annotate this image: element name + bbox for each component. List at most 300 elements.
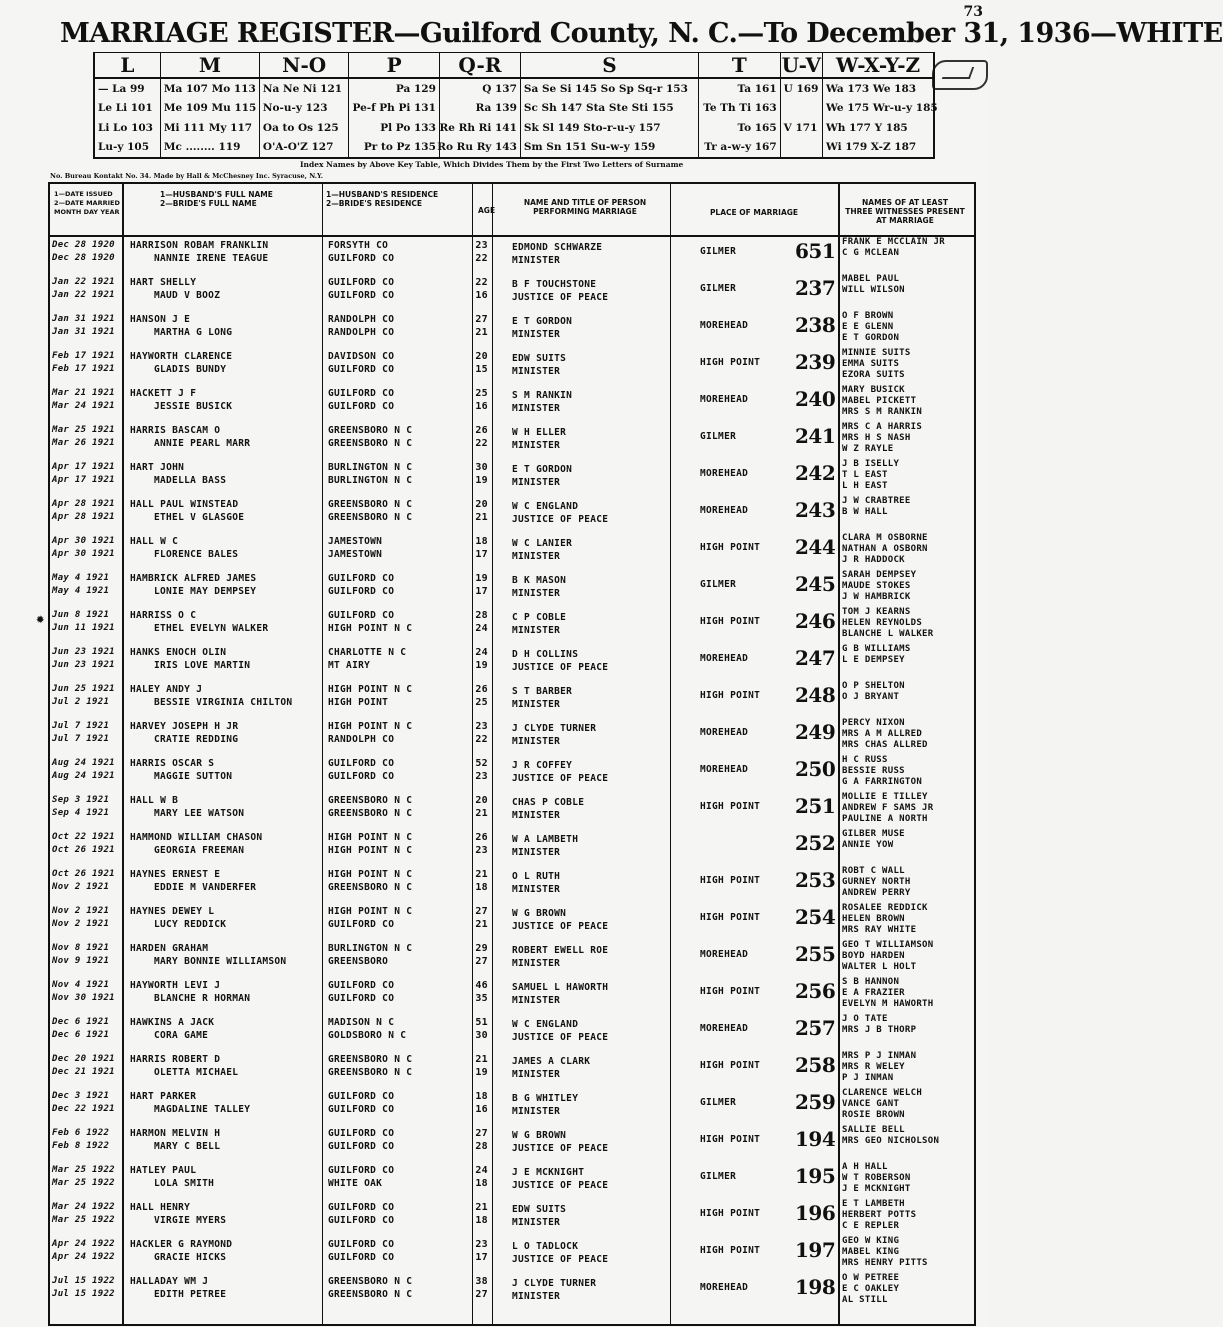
place-of-marriage: GILMER	[700, 579, 737, 590]
husband-name: HARRIS BASCAM O	[130, 425, 221, 436]
husband-name: HART JOHN	[130, 462, 185, 473]
index-letter: U-V	[781, 53, 822, 77]
bride-residence: GREENSBORO N C	[328, 512, 413, 523]
witness-name: PERCY NIXON	[842, 718, 905, 728]
index-cell: Wa 173 We 183	[825, 82, 917, 95]
license-number: 246	[795, 609, 836, 633]
officiant-name: EDW SUITS	[512, 353, 567, 364]
witness-name: G B WILLIAMS	[842, 644, 911, 654]
date-married: Apr 28 1921	[52, 512, 115, 522]
bride-residence: GREENSBORO N C	[328, 1067, 413, 1078]
witness-name: MABEL PAUL	[842, 274, 900, 284]
place-of-marriage: GILMER	[700, 283, 737, 294]
officiant-title: MINISTER	[512, 884, 561, 895]
date-issued: Feb 17 1921	[52, 351, 115, 361]
index-cell: U 169	[783, 82, 819, 95]
index-column	[699, 53, 781, 157]
husband-name: HATLEY PAUL	[130, 1165, 197, 1176]
witness-name: O W PETREE	[842, 1273, 900, 1283]
witness-name: MINNIE SUITS	[842, 348, 911, 358]
officiant-name: SAMUEL L HAWORTH	[512, 982, 609, 993]
date-issued: Jun 8 1921	[52, 610, 110, 620]
bride-age: 17	[475, 586, 488, 597]
register-entry	[50, 754, 974, 791]
husband-name: HART PARKER	[130, 1091, 197, 1102]
husband-residence: GUILFORD CO	[328, 1239, 395, 1250]
date-issued: Feb 6 1922	[52, 1128, 110, 1138]
bride-residence: GUILFORD CO	[328, 401, 395, 412]
bride-name: ANNIE PEARL MARR	[154, 438, 251, 449]
husband-residence: GREENSBORO N C	[328, 499, 413, 510]
date-married: Mar 24 1921	[52, 401, 115, 411]
husband-residence: GUILFORD CO	[328, 573, 395, 584]
header-residence: 1—HUSBAND'S RESIDENCE 2—BRIDE'S RESIDENCE	[326, 190, 439, 208]
register-entry	[50, 458, 974, 495]
officiant-title: MINISTER	[512, 477, 561, 488]
bride-name: CRATIE REDDING	[154, 734, 239, 745]
husband-age: 19	[475, 573, 488, 584]
bride-age: 16	[475, 290, 488, 301]
witness-name: GILBER MUSE	[842, 829, 905, 839]
license-number: 248	[795, 683, 836, 707]
officiant-title: MINISTER	[512, 847, 561, 858]
husband-residence: GUILFORD CO	[328, 980, 395, 991]
witness-name: E E GLENN	[842, 322, 894, 332]
bride-name: LUCY REDDICK	[154, 919, 227, 930]
husband-name: HALL W C	[130, 536, 179, 547]
date-married: Nov 2 1921	[52, 919, 110, 929]
officiant-name: B F TOUCHSTONE	[512, 279, 597, 290]
index-cell: Lu-y 105	[98, 141, 150, 154]
officiant-title: MINISTER	[512, 366, 561, 377]
register-entry	[50, 347, 974, 384]
bride-age: 15	[475, 364, 488, 375]
husband-age: 29	[475, 943, 488, 954]
husband-name: HAWKINS A JACK	[130, 1017, 215, 1028]
bride-name: LOLA SMITH	[154, 1178, 215, 1189]
officiant-name: L O TADLOCK	[512, 1241, 579, 1252]
register-table	[36, 182, 976, 1326]
officiant-name: D H COLLINS	[512, 649, 579, 660]
officiant-name: J CLYDE TURNER	[512, 723, 597, 734]
date-married: Dec 21 1921	[52, 1067, 115, 1077]
bride-age: 25	[475, 697, 488, 708]
index-cell: Le Li 101	[98, 102, 153, 115]
register-entry	[36, 606, 974, 643]
bride-residence: GUILFORD CO	[328, 919, 395, 930]
officiant-title: MINISTER	[512, 440, 561, 451]
bride-name: VIRGIE MYERS	[154, 1215, 227, 1226]
date-married: Sep 4 1921	[52, 808, 110, 818]
bride-name: ETHEL V GLASGOE	[154, 512, 245, 523]
bride-residence: GUILFORD CO	[328, 290, 395, 301]
officiant-name: W C ENGLAND	[512, 1019, 579, 1030]
date-issued: May 4 1921	[52, 573, 110, 583]
register-entry	[50, 495, 974, 532]
husband-name: HAMMOND WILLIAM CHASON	[130, 832, 263, 843]
officiant-title: JUSTICE OF PEACE	[512, 1143, 609, 1154]
date-issued: Mar 24 1922	[52, 1202, 115, 1212]
index-column	[437, 53, 521, 157]
witness-name: MRS HENRY PITTS	[842, 1258, 928, 1268]
witness-name: E T GORDON	[842, 333, 900, 343]
officiant-name: B K MASON	[512, 575, 567, 586]
officiant-name: S T BARBER	[512, 686, 573, 697]
index-letter: S	[521, 53, 698, 79]
bride-age: 17	[475, 1252, 488, 1263]
header-witnesses: NAMES OF AT LEAST THREE WITNESSES PRESENT AT MARRIAGE	[845, 198, 965, 225]
date-married: Jul 15 1922	[52, 1289, 115, 1299]
bride-name: OLETTA MICHAEL	[154, 1067, 239, 1078]
date-married: Mar 25 1922	[52, 1215, 115, 1225]
index-cell: Oa to Os 125	[262, 121, 339, 134]
witness-name: H C RUSS	[842, 755, 888, 765]
bride-residence: GREENSBORO N C	[328, 808, 413, 819]
license-number: 240	[795, 387, 836, 411]
register-entry	[50, 902, 974, 939]
bride-age: 16	[475, 401, 488, 412]
husband-age: 20	[475, 499, 488, 510]
officiant-title: MINISTER	[512, 625, 561, 636]
witness-name: P J INMAN	[842, 1073, 894, 1083]
husband-name: HAYWORTH CLARENCE	[130, 351, 233, 362]
license-number: 194	[795, 1127, 836, 1151]
date-issued: Mar 25 1921	[52, 425, 115, 435]
license-number: 197	[795, 1238, 836, 1262]
witness-name: J R HADDOCK	[842, 555, 905, 565]
bride-name: CORA GAME	[154, 1030, 209, 1041]
bride-name: IRIS LOVE MARTIN	[154, 660, 251, 671]
bride-residence: WHITE OAK	[328, 1178, 383, 1189]
husband-residence: GUILFORD CO	[328, 277, 395, 288]
witness-name: WILL WILSON	[842, 285, 905, 295]
officiant-name: W H ELLER	[512, 427, 567, 438]
bride-residence: HIGH POINT	[328, 697, 389, 708]
officiant-title: MINISTER	[512, 699, 561, 710]
husband-residence: GREENSBORO N C	[328, 425, 413, 436]
place-of-marriage: MOREHEAD	[700, 653, 749, 664]
bride-name: NANNIE IRENE TEAGUE	[154, 253, 269, 264]
officiant-title: JUSTICE OF PEACE	[512, 662, 609, 673]
date-issued: Apr 30 1921	[52, 536, 115, 546]
register-entry	[50, 1272, 974, 1309]
witness-name: SARAH DEMPSEY	[842, 570, 917, 580]
officiant-name: W C LANIER	[512, 538, 573, 549]
officiant-name: CHAS P COBLE	[512, 797, 585, 808]
register-entry	[50, 569, 974, 606]
witness-name: WALTER L HOLT	[842, 962, 917, 972]
date-issued: Nov 4 1921	[52, 980, 110, 990]
husband-residence: GUILFORD CO	[328, 1202, 395, 1213]
husband-age: 24	[475, 647, 488, 658]
bride-age: 27	[475, 1289, 488, 1300]
husband-name: HAYNES ERNEST E	[130, 869, 221, 880]
date-married: Nov 2 1921	[52, 882, 110, 892]
witness-name: A H HALL	[842, 1162, 888, 1172]
husband-residence: GUILFORD CO	[328, 610, 395, 621]
bride-residence: GUILFORD CO	[328, 993, 395, 1004]
place-of-marriage: GILMER	[700, 1097, 737, 1108]
bride-age: 18	[475, 882, 488, 893]
husband-residence: GUILFORD CO	[328, 1091, 395, 1102]
register-entry	[50, 717, 974, 754]
witness-name: J E MCKNIGHT	[842, 1184, 911, 1194]
place-of-marriage: GILMER	[700, 431, 737, 442]
index-cell: Q 137	[482, 82, 517, 95]
date-issued: Jan 31 1921	[52, 314, 115, 324]
license-number: 258	[795, 1053, 836, 1077]
bride-age: 22	[475, 734, 488, 745]
witness-name: L E DEMPSEY	[842, 655, 905, 665]
bride-age: 19	[475, 1067, 488, 1078]
place-of-marriage: HIGH POINT	[700, 801, 761, 812]
license-number: 253	[795, 868, 836, 892]
date-married: May 4 1921	[52, 586, 110, 596]
place-of-marriage: MOREHEAD	[700, 468, 749, 479]
witness-name: MRS C A HARRIS	[842, 422, 923, 432]
officiant-name: J E MCKNIGHT	[512, 1167, 585, 1178]
index-letter: N-O	[260, 53, 349, 79]
index-cell: Sa Se Si 145 So Sp Sq-r 153	[523, 82, 688, 95]
date-married: Jan 31 1921	[52, 327, 115, 337]
index-column	[823, 53, 938, 157]
husband-name: HANSON J E	[130, 314, 191, 325]
bride-residence: GREENSBORO	[328, 956, 389, 967]
register-title: MARRIAGE REGISTER—Guilford County, N. C.—To December 31, 1936—WHITE	[60, 18, 1223, 49]
bride-age: 23	[475, 771, 488, 782]
witness-name: S B HANNON	[842, 977, 900, 987]
index-cell: Wi 179 X-Z 187	[825, 141, 917, 154]
license-number: 247	[795, 646, 836, 670]
bride-residence: GUILFORD CO	[328, 586, 395, 597]
date-issued: Oct 22 1921	[52, 832, 115, 842]
date-married: Jul 7 1921	[52, 734, 110, 744]
index-letter: P	[349, 53, 438, 79]
place-of-marriage: HIGH POINT	[700, 1245, 761, 1256]
date-married: Feb 8 1922	[52, 1141, 110, 1151]
license-number: 257	[795, 1016, 836, 1040]
index-cell: Ra 139	[475, 102, 517, 115]
index-cell: Sk Sl 149 Sto-r-u-y 157	[523, 121, 661, 134]
witness-name: W Z RAYLE	[842, 444, 894, 454]
officiant-name: C P COBLE	[512, 612, 567, 623]
husband-name: HART SHELLY	[130, 277, 197, 288]
place-of-marriage: HIGH POINT	[700, 542, 761, 553]
husband-age: 23	[475, 721, 488, 732]
witness-name: EZORA SUITS	[842, 370, 905, 380]
husband-name: HALLADAY WM J	[130, 1276, 209, 1287]
bride-name: FLORENCE BALES	[154, 549, 239, 560]
bride-residence: HIGH POINT N C	[328, 623, 413, 634]
date-married: Feb 17 1921	[52, 364, 115, 374]
witness-name: MRS RAY WHITE	[842, 925, 917, 935]
husband-residence: HIGH POINT N C	[328, 906, 413, 917]
license-number: 251	[795, 794, 836, 818]
witness-name: O F BROWN	[842, 311, 894, 321]
husband-residence: MADISON N C	[328, 1017, 395, 1028]
license-number: 198	[795, 1275, 836, 1299]
husband-name: HACKLER G RAYMOND	[130, 1239, 233, 1250]
register-entry	[50, 680, 974, 717]
witness-name: J B ISELLY	[842, 459, 900, 469]
husband-age: 20	[475, 351, 488, 362]
witness-name: MOLLIE E TILLEY	[842, 792, 928, 802]
husband-residence: CHARLOTTE N C	[328, 647, 407, 658]
place-of-marriage: HIGH POINT	[700, 1134, 761, 1145]
witness-name: GEO W KING	[842, 1236, 900, 1246]
officiant-title: JUSTICE OF PEACE	[512, 921, 609, 932]
bride-age: 22	[475, 438, 488, 449]
husband-residence: JAMESTOWN	[328, 536, 383, 547]
bride-age: 19	[475, 660, 488, 671]
bride-name: MARTHA G LONG	[154, 327, 233, 338]
witness-name: ROBT C WALL	[842, 866, 905, 876]
bride-residence: GUILFORD CO	[328, 771, 395, 782]
witness-name: L H EAST	[842, 481, 888, 491]
index-cell: O'A-O'Z 127	[262, 141, 334, 154]
check-mark-icon	[932, 60, 988, 90]
witness-name: MRS R WELEY	[842, 1062, 905, 1072]
index-cell: Pa 129	[395, 82, 436, 95]
officiant-title: MINISTER	[512, 588, 561, 599]
index-letter: Q-R	[440, 53, 520, 79]
husband-residence: GREENSBORO N C	[328, 1276, 413, 1287]
license-number: 259	[795, 1090, 836, 1114]
witness-name: NATHAN A OSBORN	[842, 544, 928, 554]
husband-name: HARRIS OSCAR S	[130, 758, 215, 769]
index-letter: W-X-Y-Z	[823, 53, 933, 79]
date-married: Dec 6 1921	[52, 1030, 110, 1040]
husband-age: 27	[475, 1128, 488, 1139]
witness-name: ANDREW PERRY	[842, 888, 911, 898]
husband-residence: HIGH POINT N C	[328, 869, 413, 880]
officiant-title: MINISTER	[512, 995, 561, 1006]
license-number: 195	[795, 1164, 836, 1188]
bride-age: 19	[475, 475, 488, 486]
officiant-name: W G BROWN	[512, 908, 567, 919]
witness-name: EVELYN M HAWORTH	[842, 999, 934, 1009]
bride-name: MARY LEE WATSON	[154, 808, 245, 819]
officiant-name: W C ENGLAND	[512, 501, 579, 512]
husband-age: 27	[475, 314, 488, 325]
husband-age: 30	[475, 462, 488, 473]
register-entry	[50, 236, 974, 273]
witness-name: HELEN REYNOLDS	[842, 618, 923, 628]
index-cell: No-u-y 123	[262, 102, 328, 115]
license-number: 651	[795, 239, 836, 263]
bride-age: 21	[475, 327, 488, 338]
husband-name: HALEY ANDY J	[130, 684, 203, 695]
witness-name: MRS S M RANKIN	[842, 407, 923, 417]
place-of-marriage: MOREHEAD	[700, 764, 749, 775]
register-entry	[50, 1087, 974, 1124]
place-of-marriage: HIGH POINT	[700, 690, 761, 701]
date-married: Mar 26 1921	[52, 438, 115, 448]
witness-name: MRS H S NASH	[842, 433, 911, 443]
bride-name: EDITH PETREE	[154, 1289, 227, 1300]
license-number: 256	[795, 979, 836, 1003]
husband-name: HANKS ENOCH OLIN	[130, 647, 227, 658]
husband-residence: RANDOLPH CO	[328, 314, 395, 325]
date-married: Jun 23 1921	[52, 660, 115, 670]
officiant-title: JUSTICE OF PEACE	[512, 1032, 609, 1043]
witness-name: EMMA SUITS	[842, 359, 900, 369]
witness-name: HELEN BROWN	[842, 914, 905, 924]
index-cell: Tr a-w-y 167	[704, 141, 777, 154]
witness-name: E C OAKLEY	[842, 1284, 900, 1294]
date-issued: Aug 24 1921	[52, 758, 115, 768]
witness-name: FRANK E MCCLAIN JR	[842, 237, 945, 247]
witness-name: O J BRYANT	[842, 692, 900, 702]
bride-residence: GUILFORD CO	[328, 253, 395, 264]
date-issued: Sep 3 1921	[52, 795, 110, 805]
bride-name: MAUD V BOOZ	[154, 290, 221, 301]
witness-name: TOM J KEARNS	[842, 607, 911, 617]
witness-name: BLANCHE L WALKER	[842, 629, 934, 639]
officiant-title: MINISTER	[512, 958, 561, 969]
witness-name: MRS CHAS ALLRED	[842, 740, 928, 750]
witness-name: T L EAST	[842, 470, 888, 480]
witness-name: VANCE GANT	[842, 1099, 900, 1109]
bride-name: MADELLA BASS	[154, 475, 227, 486]
husband-residence: BURLINGTON N C	[328, 943, 413, 954]
license-number: 196	[795, 1201, 836, 1225]
place-of-marriage: MOREHEAD	[700, 1282, 749, 1293]
bride-residence: MT AIRY	[328, 660, 371, 671]
date-issued: Apr 24 1922	[52, 1239, 115, 1249]
header-officiant: NAME AND TITLE OF PERSON PERFORMING MARRIAGE	[523, 198, 647, 216]
bride-name: GEORGIA FREEMAN	[154, 845, 245, 856]
officiant-name: B G WHITLEY	[512, 1093, 579, 1104]
bride-age: 16	[475, 1104, 488, 1115]
bride-name: EDDIE M VANDERFER	[154, 882, 257, 893]
register-entry	[50, 865, 974, 902]
index-cell: Na Ne Ni 121	[262, 82, 343, 95]
bride-age: 30	[475, 1030, 488, 1041]
license-number: 238	[795, 313, 836, 337]
index-cell: Mi 111 My 117	[163, 121, 253, 134]
witness-name: W T ROBERSON	[842, 1173, 911, 1183]
index-column	[161, 53, 260, 157]
index-column	[521, 53, 699, 157]
witness-name: PAULINE A NORTH	[842, 814, 928, 824]
husband-age: 52	[475, 758, 488, 769]
place-of-marriage: MOREHEAD	[700, 394, 749, 405]
officiant-title: JUSTICE OF PEACE	[512, 773, 609, 784]
place-of-marriage: HIGH POINT	[700, 1060, 761, 1071]
register-entry	[50, 310, 974, 347]
witness-name: MAUDE STOKES	[842, 581, 911, 591]
officiant-title: MINISTER	[512, 551, 561, 562]
witness-name: C E REPLER	[842, 1221, 900, 1231]
date-married: Nov 30 1921	[52, 993, 115, 1003]
husband-age: 46	[475, 980, 488, 991]
register-entry	[50, 1124, 974, 1161]
witness-name: ROSIE BROWN	[842, 1110, 905, 1120]
place-of-marriage: HIGH POINT	[700, 357, 761, 368]
bride-name: MAGGIE SUTTON	[154, 771, 233, 782]
index-note: Index Names by Above Key Table, Which Divides Them by the First Two Letters of Surname	[300, 160, 684, 169]
bride-residence: GUILFORD CO	[328, 1215, 395, 1226]
date-issued: Nov 8 1921	[52, 943, 110, 953]
register-entry	[50, 384, 974, 421]
officiant-title: MINISTER	[512, 736, 561, 747]
index-cell: Mc ........ 119	[163, 141, 241, 154]
witness-name: ROSALEE REDDICK	[842, 903, 928, 913]
witness-name: E T LAMBETH	[842, 1199, 905, 1209]
officiant-name: J CLYDE TURNER	[512, 1278, 597, 1289]
husband-age: 21	[475, 869, 488, 880]
